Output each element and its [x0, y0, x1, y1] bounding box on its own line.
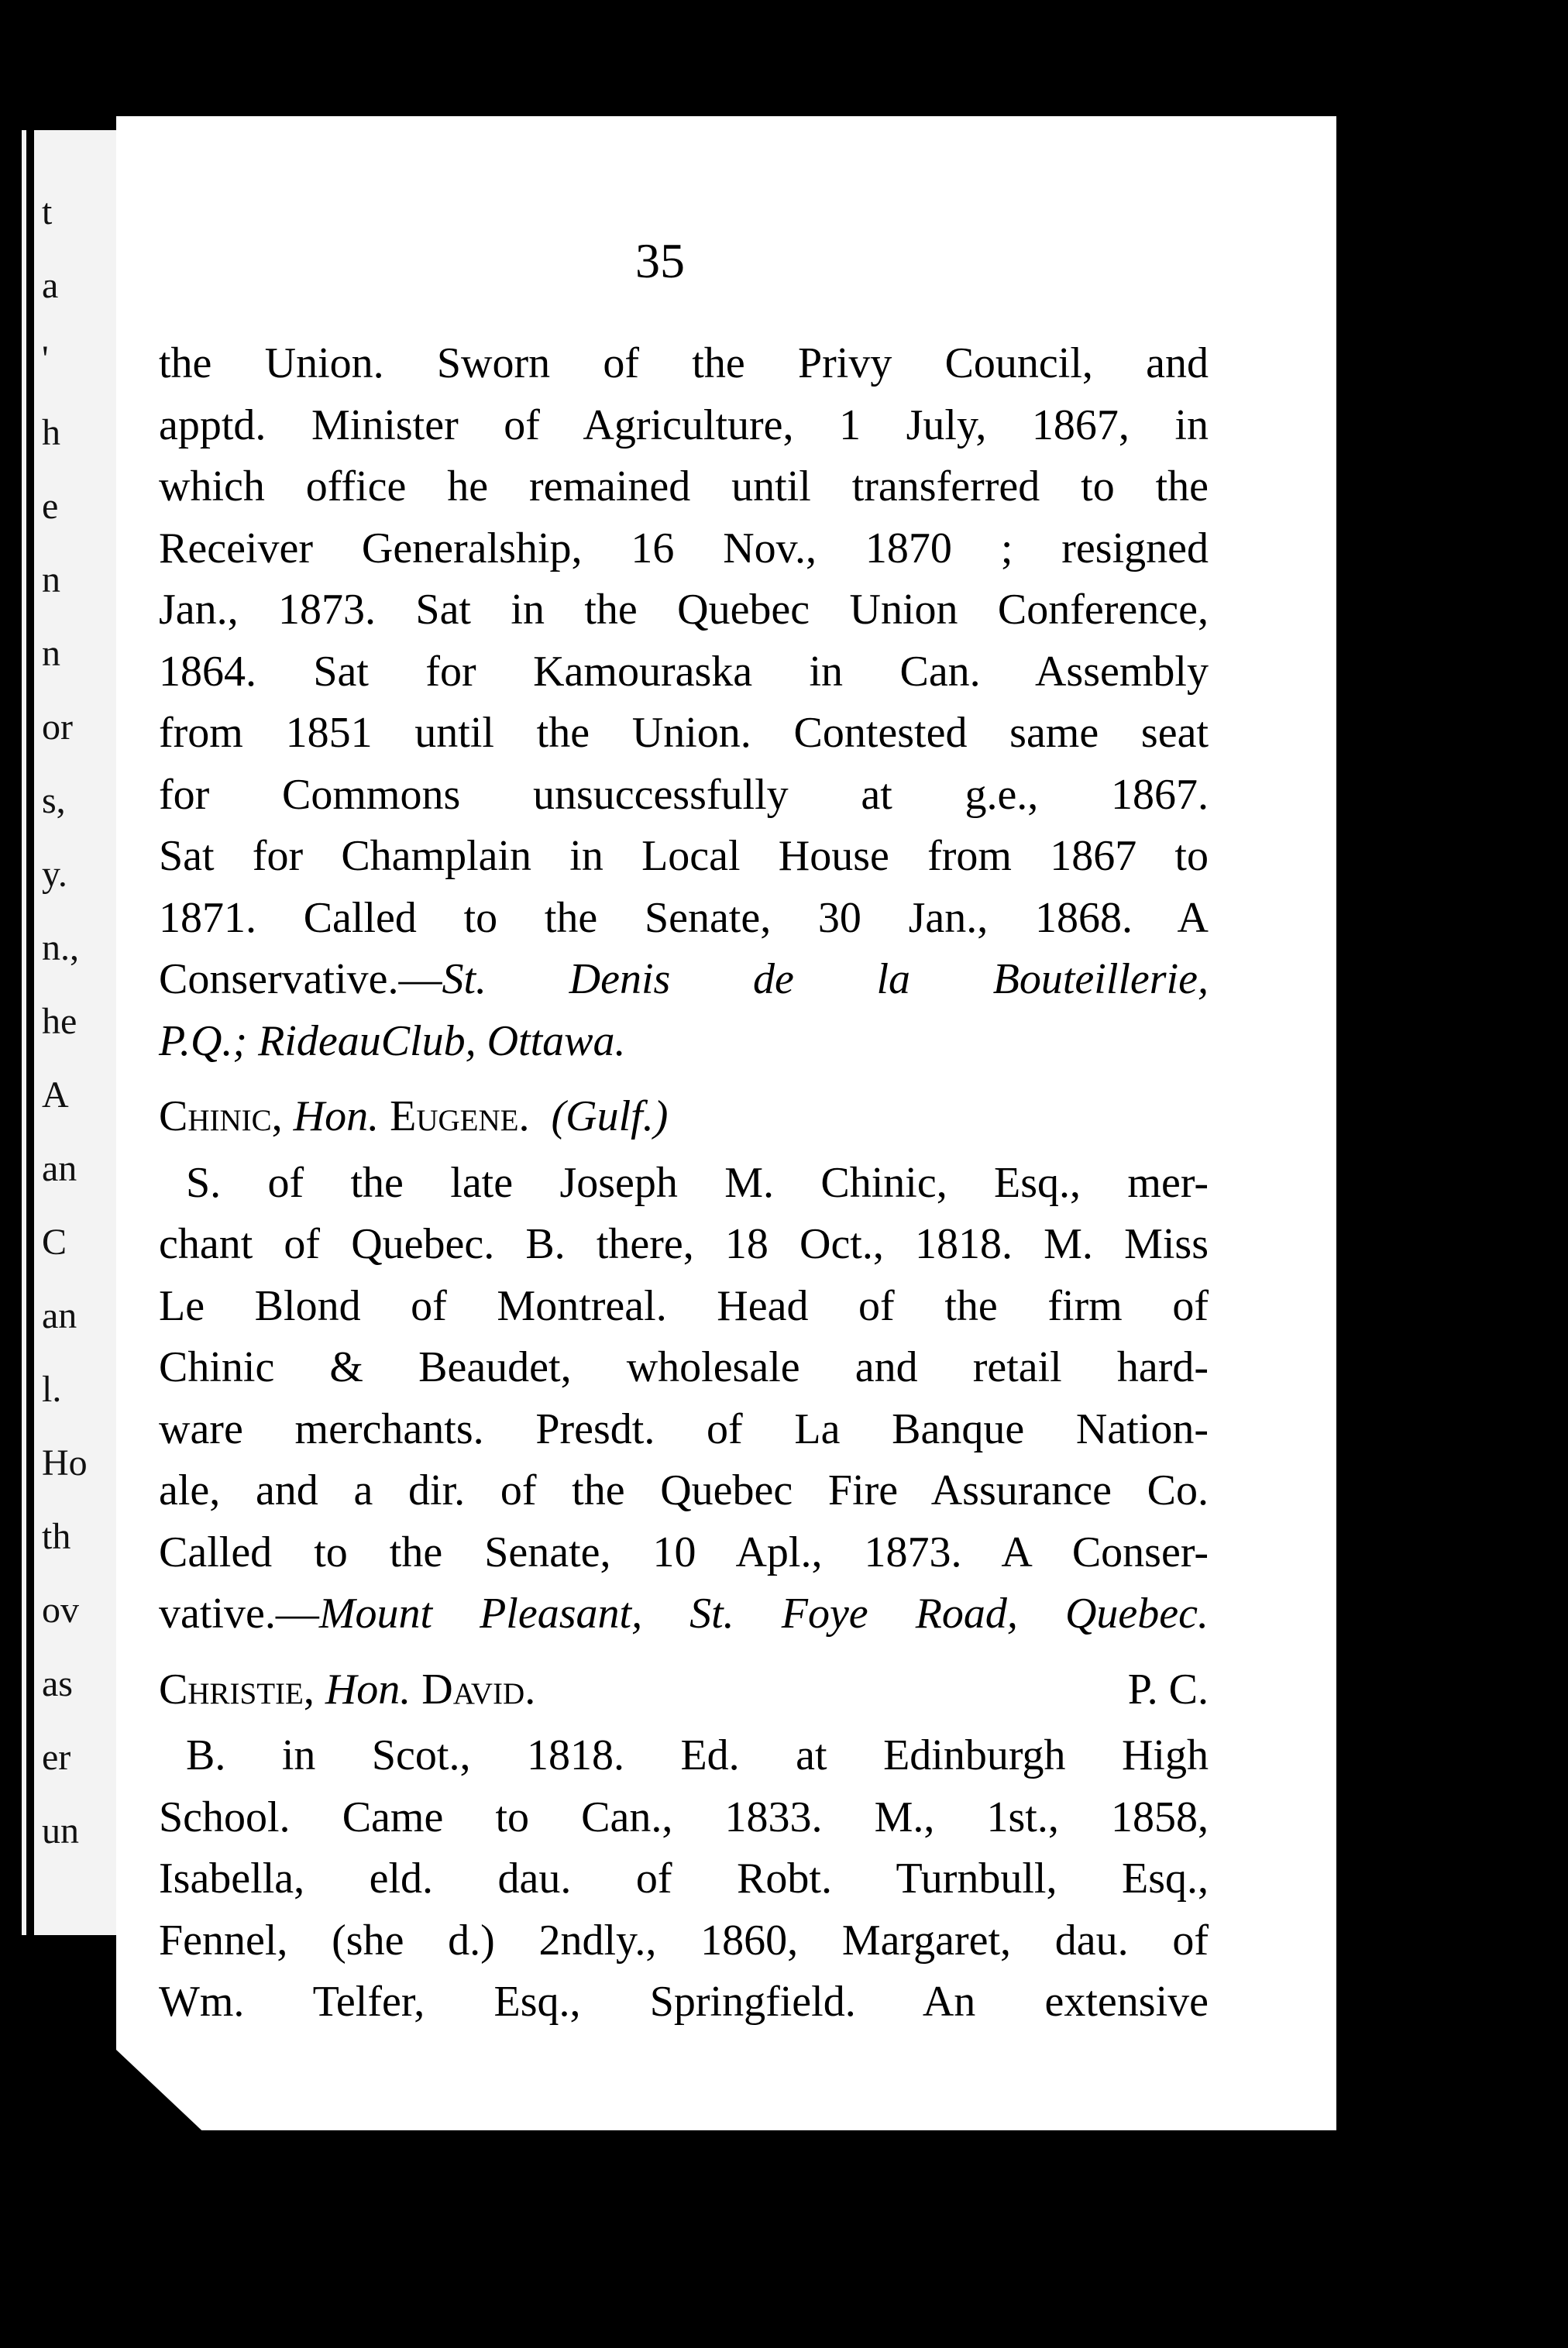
strip-fragment: n	[42, 559, 60, 600]
text-line: chant of Quebec. B. there, 18 Oct., 1818. M. Miss	[159, 1220, 1209, 1268]
strip-fragment: A	[42, 1074, 69, 1116]
text-line: Chinic & Beaudet, wholesale and retail hard-	[159, 1343, 1209, 1391]
given-name: David.	[421, 1665, 536, 1714]
strip-fragment: er	[42, 1737, 71, 1778]
honorific: Hon.	[325, 1665, 411, 1714]
text-line: Sat for Champlain in Local House from 1867 to	[159, 832, 1209, 880]
constituency: (Gulf.)	[551, 1092, 669, 1140]
text-line: 1871. Called to the Senate, 30 Jan., 1868. A	[159, 893, 1209, 942]
address-italic: P.Q.; RideauClub, Ottawa.	[159, 1016, 626, 1065]
address-italic: Mount Pleasant, St. Foye Road, Quebec.	[318, 1590, 1209, 1638]
strip-fragment: he	[42, 1001, 77, 1042]
adjacent-page-strip	[0, 130, 124, 1935]
text-segment: vative.—	[159, 1590, 319, 1638]
entry-body-christie	[159, 1725, 1209, 2033]
strip-fragment: e	[42, 486, 59, 527]
strip-fragment: ov	[42, 1590, 79, 1631]
strip-fragment: as	[42, 1663, 73, 1704]
strip-fragment: or	[42, 706, 73, 748]
text-line: S. of the late Joseph M. Chinic, Esq., mer-	[186, 1158, 1209, 1207]
strip-fragment: un	[42, 1810, 79, 1851]
strip-fragment: Ho	[42, 1442, 88, 1483]
text-line	[159, 1583, 1209, 1645]
text-segment: Conservative.—	[159, 955, 442, 1003]
strip-fragment: y.	[42, 854, 67, 895]
entry-continuation	[159, 333, 1209, 1072]
text-line: from 1851 until the Union. Contested same seat	[159, 709, 1209, 757]
page-number: 35	[635, 233, 685, 288]
strip-shadow-line	[26, 130, 34, 1935]
strip-fragment: s,	[42, 780, 66, 821]
strip-fragment: '	[42, 339, 49, 380]
text-line: Wm. Telfer, Esq., Springfield. An extensive	[159, 1978, 1209, 2026]
text-line: Fennel, (she d.) 2ndly., 1860, Margaret, dau. of	[159, 1916, 1209, 1965]
entry-body-chinic	[159, 1153, 1209, 1645]
strip-shadow	[0, 130, 22, 1935]
privy-council-rank: P. C.	[1127, 1665, 1209, 1714]
entry-heading-christie	[159, 1659, 1209, 1721]
strip-fragment: an	[42, 1295, 77, 1336]
strip-fragment: n	[42, 633, 60, 674]
text-line	[159, 1011, 1209, 1073]
text-line: for Commons unsuccessfully at g.e., 1867.	[159, 770, 1209, 819]
text-line	[159, 949, 1209, 1011]
text-line: the Union. Sworn of the Privy Council, and	[159, 339, 1209, 387]
text-line: 1864. Sat for Kamouraska in Can. Assembly	[159, 647, 1209, 696]
strip-fragment: C	[42, 1222, 67, 1263]
text-line: ale, and a dir. of the Quebec Fire Assurance Co.	[159, 1466, 1209, 1514]
strip-fragment: t	[42, 191, 53, 232]
strip-fragment: th	[42, 1516, 71, 1557]
strip-fragment: an	[42, 1148, 77, 1189]
text-line: Jan., 1873. Sat in the Quebec Union Conference,	[159, 586, 1209, 634]
text-line: Called to the Senate, 10 Apl., 1873. A Conser-	[159, 1528, 1209, 1576]
entry-heading-chinic	[159, 1086, 1209, 1148]
text-line: ware merchants. Presdt. of La Banque Nation-	[159, 1404, 1209, 1453]
text-line: Receiver Generalship, 16 Nov., 1870 ; resigned	[159, 524, 1209, 572]
strip-fragment: a	[42, 265, 59, 306]
strip-fragment: h	[42, 412, 60, 453]
given-name: Eugene.	[390, 1092, 530, 1140]
strip-fragment: l.	[42, 1369, 62, 1410]
address-italic: St. Denis de la Bouteillerie,	[442, 955, 1209, 1003]
text-line: Le Blond of Montreal. Head of the firm of	[159, 1281, 1209, 1330]
strip-fragment: n.,	[42, 927, 79, 968]
text-line: Isabella, eld. dau. of Robt. Turnbull, Esq.,	[159, 1855, 1209, 1903]
text-line: which office he remained until transferred to the	[159, 462, 1209, 511]
surname: Christie,	[159, 1665, 315, 1714]
page-text	[159, 333, 1209, 2033]
text-line: School. Came to Can., 1833. M., 1st., 1858,	[159, 1793, 1209, 1841]
text-line: apptd. Minister of Agriculture, 1 July, 1867, in	[159, 401, 1209, 449]
text-line: B. in Scot., 1818. Ed. at Edinburgh High	[186, 1731, 1209, 1779]
honorific: Hon.	[293, 1092, 380, 1140]
surname: Chinic,	[159, 1092, 283, 1140]
